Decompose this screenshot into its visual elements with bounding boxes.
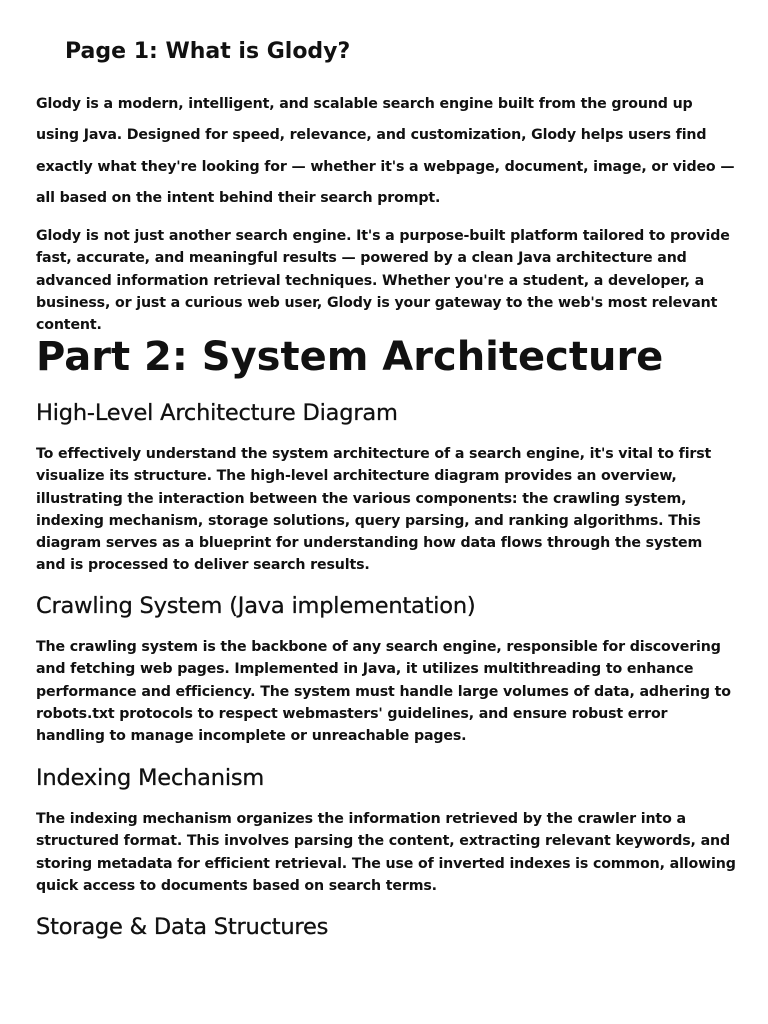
section-body-crawling-system: The crawling system is the backbone of any search engine, responsible for discovering and fetching web pages. Implemented in Java, it utilizes multithreading to enhance performance and efficiency. The system must handle large volumes of data, adhering to robots.txt protocols to respect webmasters' guidelines, and ensure robust error handling to manage incomplete or unreachable pages. [36, 639, 731, 745]
page1-heading: Page 1: What is Glody? [65, 39, 351, 64]
intro-paragraph-2: Glody is not just another search engine. It's a purpose-built platform tailored to provide fast, accurate, and meaningful results — powered by a clean Java architecture and advanced information retrieval techniques. Whether you're a student, a developer, a business, or just a curious web user, Glody is your gateway to the web's most relevant content. [36, 228, 730, 334]
section-heading-indexing-mechanism: Indexing Mechanism [36, 765, 265, 791]
intro-paragraph-1: Glody is a modern, intelligent, and scalable search engine built from the ground up using Java. Designed for speed, relevance, and customization, Glody helps users find exactly what they're looking for — whether it's a webpage, document, image, or video — all based on the intent behind their search prompt. [36, 96, 735, 206]
section-heading-storage-data-structures: Storage & Data Structures [36, 914, 329, 940]
part2-heading: Part 2: System Architecture [36, 334, 664, 380]
section-heading-crawling-system: Crawling System (Java implementation) [36, 593, 476, 619]
section-body-architecture-diagram: To effectively understand the system architecture of a search engine, it's vital to first visualize its structure. The high-level architecture diagram provides an overview, illustrating the interaction between the various components: the crawling system, indexing mechanism, storage solutions, query parsing, and ranking algorithms. This diagram serves as a blueprint for understanding how data flows through the system and is processed to deliver search results. [36, 446, 712, 574]
section-heading-architecture-diagram: High-Level Architecture Diagram [36, 400, 398, 426]
section-body-indexing-mechanism: The indexing mechanism organizes the information retrieved by the crawler into a structured format. This involves parsing the content, extracting relevant keywords, and storing metadata for efficient retrieval. The use of inverted indexes is common, allowing quick access to documents based on search terms. [36, 811, 736, 894]
